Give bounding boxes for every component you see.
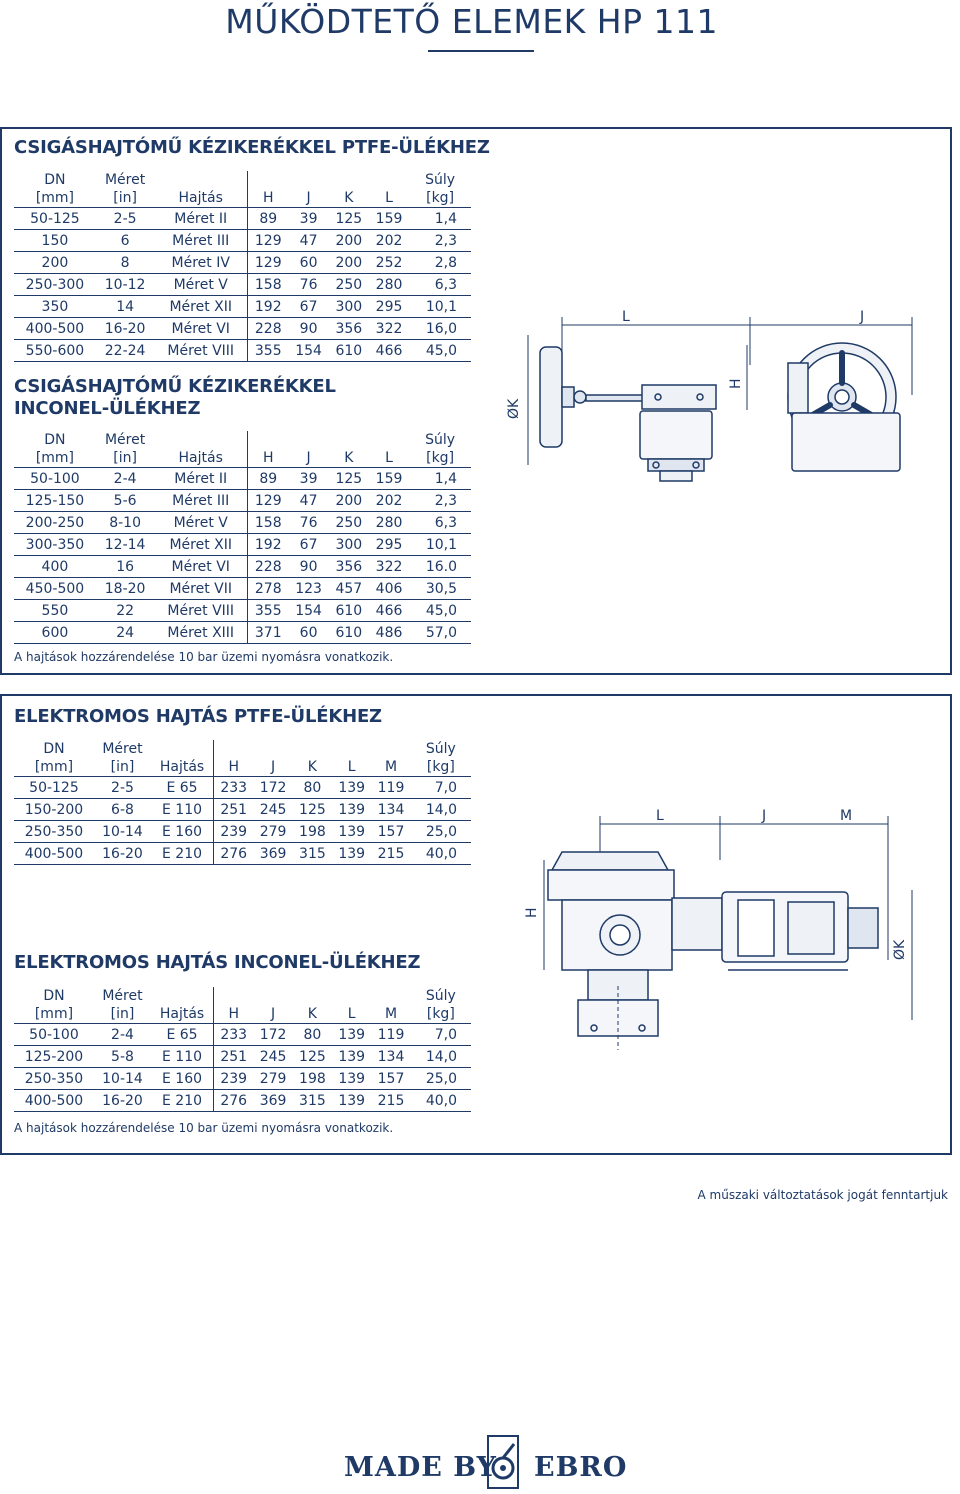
table-row: 550 22 Méret VIII 355 154 610 466 45,0 bbox=[14, 600, 471, 622]
dim-label-m: M bbox=[840, 808, 853, 824]
electric-actuator-drawing bbox=[508, 800, 928, 1050]
col-size: Méret bbox=[104, 172, 146, 188]
pressure-note: A hajtások hozzárendelése 10 bar üzemi nyomásra vonatkozik. bbox=[14, 650, 394, 664]
col-dn: DN bbox=[44, 172, 66, 188]
table-row: 250-300 10-12 Méret V 158 76 250 280 6,3 bbox=[14, 274, 471, 296]
table-row: 50-125 2-5 E 65 233 172 80 139 119 7,0 bbox=[14, 777, 471, 799]
worm-gear-actuator-drawing bbox=[492, 295, 948, 500]
dim-label-l: L bbox=[622, 309, 630, 325]
section-title-worm-inconel: CSIGÁSHAJTÓMŰ KÉZIKERÉKKEL INCONEL-ÜLÉKHEZ bbox=[14, 376, 336, 419]
ebro-logo-icon bbox=[484, 1434, 524, 1490]
table-row: 250-350 10-14 E 160 239 279 198 139 157 25,0 bbox=[14, 1068, 471, 1090]
brand-text: EBRO bbox=[534, 1452, 628, 1483]
table-row: 400-500 16-20 E 210 276 369 315 139 215 40,0 bbox=[14, 843, 471, 865]
table-row: 450-500 18-20 Méret VII 278 123 457 406 30,5 bbox=[14, 578, 471, 600]
table-row: 600 24 Méret XIII 371 60 610 486 57,0 bbox=[14, 622, 471, 644]
table-row: 50-100 2-4 E 65 233 172 80 139 119 7,0 bbox=[14, 1024, 471, 1046]
table-worm-ptfe: DN Méret Súly [mm] [in] Hajtás H J K L [kg] 50-125 2-5 Méret II 89 39 125 159 1,4 150 6 Méret III 129 47 200 202 2,3 200 8 Méret IV 129 60 200 252 2,8 250-300 10-12 Méret V 158 76 250 280 6,3 350 14 Méret XII 192 67 300 295 10,1 400-500 16-20 Méret VI 228 90 356 322 16,0 550-600 22-24 Méret VIII 355 154 610 466 45,0 bbox=[14, 171, 471, 362]
brand-footer bbox=[344, 1432, 644, 1494]
section-title-worm-ptfe: CSIGÁSHAJTÓMŰ KÉZIKERÉKKEL PTFE-ÜLÉKHEZ bbox=[14, 137, 490, 158]
table-row: 550-600 22-24 Méret VIII 355 154 610 466 45,0 bbox=[14, 340, 471, 362]
section-title-electric-inconel: ELEKTROMOS HAJTÁS INCONEL-ÜLÉKHEZ bbox=[14, 952, 421, 973]
table-row: 400 16 Méret VI 228 90 356 322 16.0 bbox=[14, 556, 471, 578]
dim-label-k: ØK bbox=[892, 939, 908, 960]
table-row: 150 6 Méret III 129 47 200 202 2,3 bbox=[14, 230, 471, 252]
table-worm-inconel: DN Méret Súly [mm] [in] Hajtás H J K L [kg] 50-100 2-4 Méret II 89 39 125 159 1,4 125-150 5-6 Méret III 129 47 200 202 2,3 200-250 8-10 Méret V 158 76 250 280 6,3 300-350 12-14 Méret XII 192 67 300 295 10,1 400 16 Méret VI 228 90 356 322 16.0 450-500 18-20 Méret VII 278 123 457 406 30,5 550 22 Méret VIII 355 154 610 466 45,0 600 24 Méret XIII 371 60 610 486 57,0 bbox=[14, 431, 471, 644]
title-underline bbox=[428, 50, 534, 52]
rights-reserved-note: A műszaki változtatások jogát fenntartjuk bbox=[697, 1188, 948, 1202]
page-title: MŰKÖDTETŐ ELEMEK HP 111 bbox=[225, 2, 718, 41]
table-row: 400-500 16-20 Méret VI 228 90 356 322 16,0 bbox=[14, 318, 471, 340]
dim-label-j: J bbox=[762, 808, 767, 824]
table-electric-ptfe: DN Méret Súly [mm] [in] Hajtás H J K L M [kg] 50-125 2-5 E 65 233 172 80 139 119 7,0 150-200 6-8 E 110 251 245 125 139 134 14,0 250-350 10-14 E 160 239 279 198 139 157 25,0 400-500 16-20 E 210 276 369 315 139 215 40,0 bbox=[14, 740, 471, 865]
table-row: 125-150 5-6 Méret III 129 47 200 202 2,3 bbox=[14, 490, 471, 512]
dim-label-k: ØK bbox=[506, 398, 522, 419]
table-row: 125-200 5-8 E 110 251 245 125 139 134 14,0 bbox=[14, 1046, 471, 1068]
table-row: 400-500 16-20 E 210 276 369 315 139 215 40,0 bbox=[14, 1090, 471, 1112]
dim-label-j: J bbox=[860, 309, 865, 325]
made-by-text: MADE BY bbox=[344, 1452, 497, 1483]
col-weight: Súly bbox=[425, 172, 456, 188]
table-row: 150-200 6-8 E 110 251 245 125 139 134 14,0 bbox=[14, 799, 471, 821]
dim-label-l: L bbox=[656, 808, 664, 824]
dim-label-h: H bbox=[524, 907, 540, 918]
table-row: 350 14 Méret XII 192 67 300 295 10,1 bbox=[14, 296, 471, 318]
table-row: 200-250 8-10 Méret V 158 76 250 280 6,3 bbox=[14, 512, 471, 534]
dim-label-h: H bbox=[728, 378, 744, 389]
table-electric-inconel: DN Méret Súly [mm] [in] Hajtás H J K L M [kg] 50-100 2-4 E 65 233 172 80 139 119 7,0 125-200 5-8 E 110 251 245 125 139 134 14,0 250-350 10-14 E 160 239 279 198 139 157 25,0 400-500 16-20 E 210 276 369 315 139 215 40,0 bbox=[14, 987, 471, 1112]
pressure-note-electric: A hajtások hozzárendelése 10 bar üzemi nyomásra vonatkozik. bbox=[14, 1121, 394, 1135]
table-row: 50-125 2-5 Méret II 89 39 125 159 1,4 bbox=[14, 208, 471, 230]
table-row: 300-350 12-14 Méret XII 192 67 300 295 10,1 bbox=[14, 534, 471, 556]
table-row: 200 8 Méret IV 129 60 200 252 2,8 bbox=[14, 252, 471, 274]
section-title-electric-ptfe: ELEKTROMOS HAJTÁS PTFE-ÜLÉKHEZ bbox=[14, 706, 382, 727]
table-row: 50-100 2-4 Méret II 89 39 125 159 1,4 bbox=[14, 468, 471, 490]
table-row: 250-350 10-14 E 160 239 279 198 139 157 25,0 bbox=[14, 821, 471, 843]
